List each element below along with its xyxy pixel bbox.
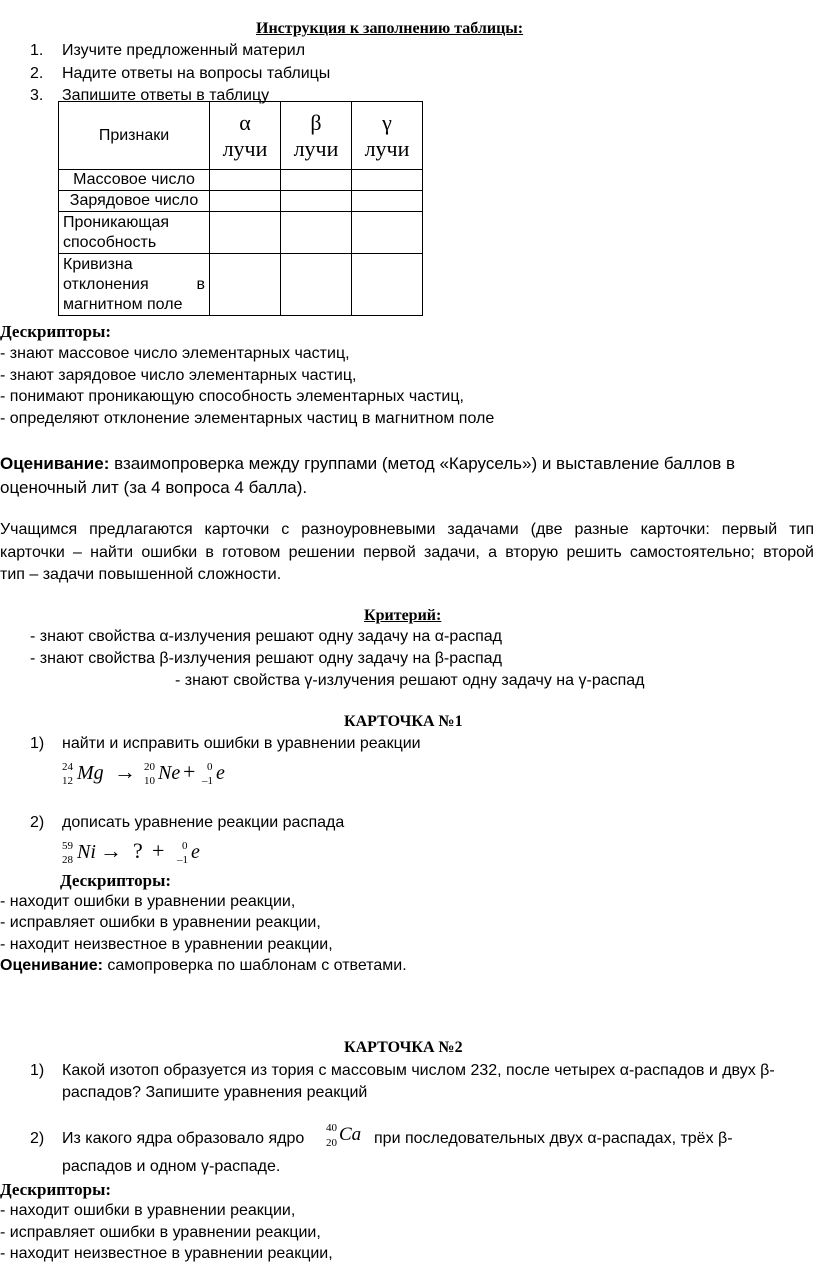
- descriptor-item: - исправляет ошибки в уравнении реакции,: [0, 914, 321, 931]
- rays-label: лучи: [293, 135, 339, 161]
- table-cell: [210, 212, 281, 254]
- mg-mass-number: 24: [62, 761, 73, 773]
- evaluation-line-1: [0, 454, 735, 474]
- electron-symbol: e: [216, 762, 225, 784]
- mg-symbol: Mg: [77, 762, 104, 784]
- rays-properties-table: [58, 101, 423, 316]
- reaction-arrow-icon: →: [100, 838, 122, 863]
- criteria-item: - знают свойства γ-излучения решают одну задачу на γ-распад: [175, 672, 645, 689]
- ne-charge-number: 10: [144, 775, 155, 787]
- e-charge-number: –1: [177, 854, 188, 866]
- electron-symbol: e: [191, 841, 200, 863]
- unknown-product: ?: [133, 838, 143, 863]
- beta-symbol: β: [310, 109, 322, 135]
- table-cell: [281, 191, 352, 212]
- card2-q1-line2: распадов? Запишите уравнения реакций: [62, 1084, 368, 1101]
- ni-symbol: Ni: [77, 841, 96, 863]
- table-row: [59, 170, 423, 191]
- table-cell: [281, 170, 352, 191]
- evaluation-text: взаимопроверка между группами (метод «Карусель») и выставление баллов в: [109, 454, 735, 473]
- table-cell: [210, 170, 281, 191]
- table-header-beta: [281, 102, 352, 170]
- table-cell: [281, 212, 352, 254]
- ca-charge-number: 20: [326, 1137, 337, 1149]
- card2-q2-text-b: при последовательных двух α-распадах, трёх β-: [374, 1130, 733, 1147]
- plus-sign: +: [152, 838, 165, 863]
- descriptor-item: - понимают проникающую способность элементарных частиц,: [0, 388, 464, 405]
- ni-mass-number: 59: [62, 840, 73, 852]
- card1-q1-text: найти и исправить ошибки в уравнении реакции: [62, 735, 421, 752]
- alpha-symbol: α: [239, 109, 251, 135]
- instruction-item-number: 1.: [30, 42, 44, 59]
- card2-q2-number: 2): [30, 1130, 45, 1147]
- descriptor-item: - знают массовое число элементарных частиц,: [0, 345, 350, 362]
- card1-evaluation: Оценивание: самопроверка по шаблонам с ответами.: [0, 957, 407, 974]
- mg-charge-number: 12: [62, 775, 73, 787]
- ca-symbol: Ca: [339, 1124, 362, 1145]
- table-row-label: Кривизна отклонения в магнитном поле: [59, 254, 210, 316]
- card1-q1-number: 1): [30, 735, 45, 752]
- instruction-item-number: 3.: [30, 87, 44, 104]
- table-header-alpha: [210, 102, 281, 170]
- instruction-item: Изучите предложенный материл: [62, 42, 306, 59]
- table-cell: [352, 254, 423, 316]
- table-row-label: Массовое число: [59, 170, 210, 191]
- descriptor-item: - находит неизвестное в уравнении реакции,: [0, 1245, 333, 1262]
- criteria-item: - знают свойства β-излучения решают одну задачу на β-распад: [30, 650, 502, 667]
- evaluation-line-2: оценочный лит (за 4 вопроса 4 балла).: [0, 478, 308, 497]
- card2-q1-number: 1): [30, 1062, 45, 1079]
- table-row-label: Проникающая способность: [59, 212, 210, 254]
- table-cell: [352, 170, 423, 191]
- rays-label: лучи: [222, 135, 268, 161]
- ne-symbol: Ne: [158, 762, 181, 784]
- table-row-label: Зарядовое число: [59, 191, 210, 212]
- table-cell: [210, 254, 281, 316]
- paragraph-line: Учащимся предлагаются карточки с разноуровневыми задачами (две разные карточки: первый тип: [0, 521, 814, 538]
- paragraph-line: тип – задачи повышенной сложности.: [0, 566, 282, 583]
- table-cell: [281, 254, 352, 316]
- criteria-item: - знают свойства α-излучения решают одну задачу на α-распад: [30, 628, 503, 645]
- e-mass-number: 0: [207, 761, 213, 773]
- gamma-symbol: γ: [382, 109, 392, 135]
- instruction-item: Запишите ответы в таблицу: [62, 87, 270, 104]
- card1-q2-number: 2): [30, 814, 45, 831]
- card1-title: КАРТОЧКА №1: [344, 713, 463, 730]
- evaluation-label: Оценивание:: [0, 957, 103, 974]
- ni-charge-number: 28: [62, 854, 73, 866]
- table-cell: [352, 191, 423, 212]
- card1-descriptors-title: Дескрипторы:: [60, 871, 172, 890]
- evaluation-text: самопроверка по шаблонам с ответами: [102, 957, 403, 974]
- criteria-title: Критерий:: [364, 607, 442, 624]
- e-mass-number: 0: [182, 840, 188, 852]
- table-header-gamma: [352, 102, 423, 170]
- descriptors-title: Дескрипторы:: [0, 322, 112, 341]
- card2-q1-line1: Какой изотоп образуется из тория с массовым числом 232, после четырех α-распадов и двух β-: [62, 1062, 775, 1079]
- paragraph-line: карточки – найти ошибки в готовом решении первой задачи, а вторую решить самостоятельно; второй: [0, 544, 814, 561]
- descriptor-item: - находит неизвестное в уравнении реакции,: [0, 936, 333, 953]
- card1-q2-text: дописать уравнение реакции распада: [62, 814, 345, 831]
- table-cell: [352, 212, 423, 254]
- e-charge-number: –1: [202, 775, 213, 787]
- card2-descriptors-title: Дескрипторы:: [0, 1180, 112, 1199]
- instruction-title: Инструкция к заполнению таблицы:: [256, 20, 524, 37]
- table-row: [59, 212, 423, 254]
- descriptor-item: - знают зарядовое число элементарных частиц,: [0, 367, 357, 384]
- instruction-item: Надите ответы на вопросы таблицы: [62, 65, 331, 82]
- table-cell: [210, 191, 281, 212]
- descriptor-item: - исправляет ошибки в уравнении реакции,: [0, 1224, 321, 1241]
- ne-mass-number: 20: [144, 761, 155, 773]
- evaluation-label: Оценивание:: [0, 454, 110, 473]
- plus-sign: +: [183, 759, 196, 784]
- instruction-item-number: 2.: [30, 65, 44, 82]
- card2-title: КАРТОЧКА №2: [344, 1039, 463, 1056]
- card2-q2-text-a: Из какого ядра образовало ядро: [62, 1130, 305, 1147]
- reaction-arrow-icon: →: [114, 759, 136, 784]
- descriptor-item: - находит ошибки в уравнении реакции,: [0, 1202, 296, 1219]
- rays-label: лучи: [364, 135, 410, 161]
- table-row: [59, 191, 423, 212]
- table-row: [59, 254, 423, 316]
- table-header-features: Признаки: [59, 102, 210, 170]
- descriptor-item: - находит ошибки в уравнении реакции,: [0, 893, 296, 910]
- descriptor-item: - определяют отклонение элементарных частиц в магнитном поле: [0, 410, 495, 427]
- card2-q2-line2: распадов и одном γ-распаде.: [62, 1158, 281, 1175]
- ca-mass-number: 40: [326, 1122, 337, 1134]
